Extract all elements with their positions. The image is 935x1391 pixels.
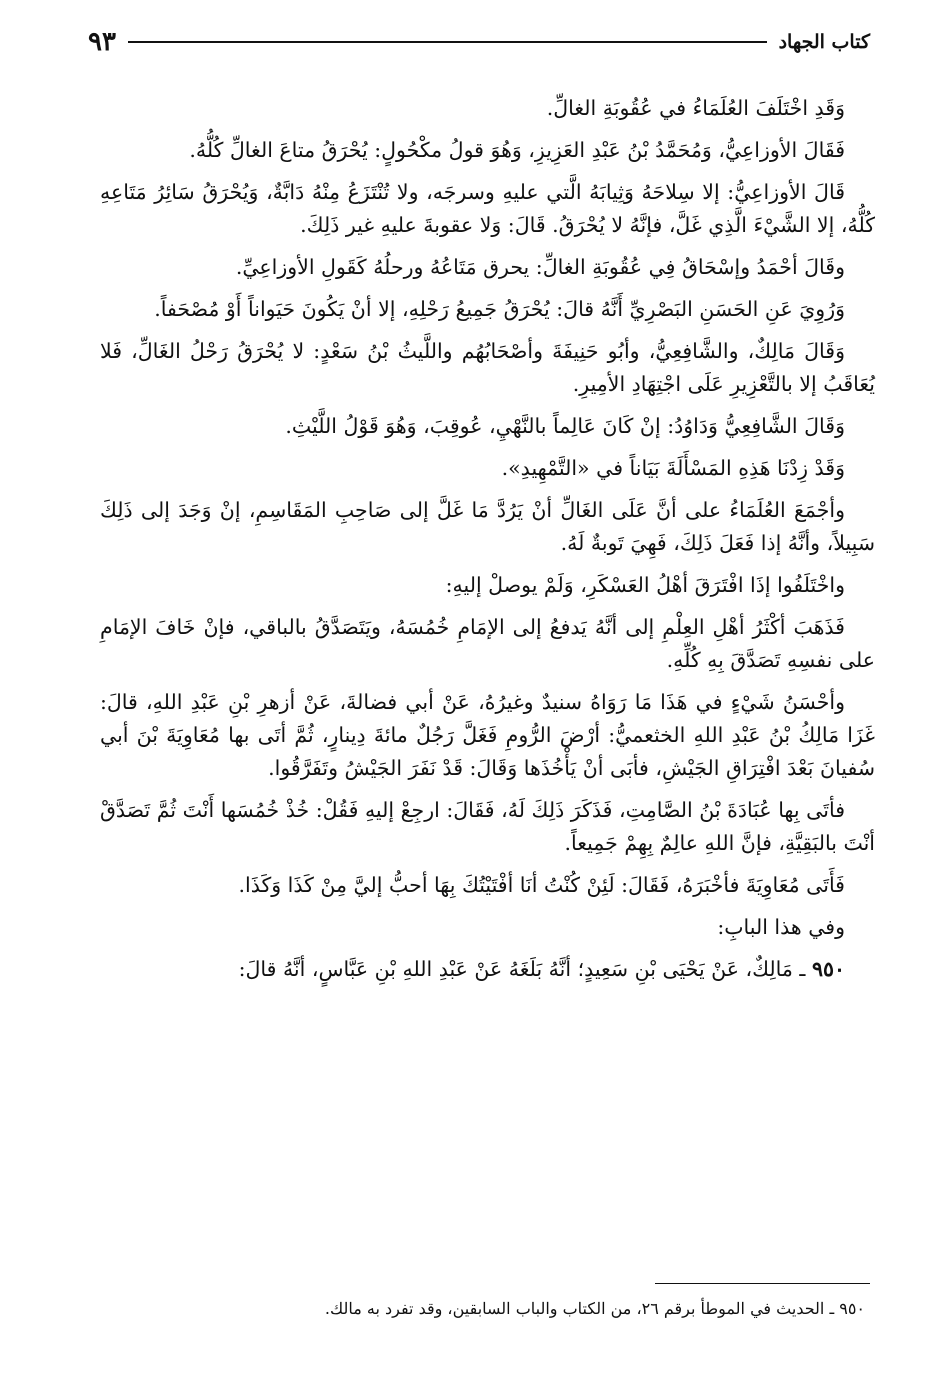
- header-rule: [128, 41, 767, 43]
- paragraph: وأجْمَعَ العُلَمَاءُ على أنَّ عَلَى الغَالِّ أنْ يَرُدَّ مَا غَلَّ إلى صَاحِبِ المَقَاسِمِ، إنْ وَجَدَ إلى ذَلِكَ سَبِيلاً، وأنَّهُ إذا فَعَلَ ذَلِكَ، فَهِيَ تَوبةٌ لَهُ.: [100, 498, 875, 555]
- hadith-paragraph: [100, 953, 875, 986]
- page-header: [88, 22, 870, 62]
- paragraph: فأتَى بِها عُبَادَةَ بْنُ الصَّامِتِ، فَذَكَرَ ذَلِكَ لَهُ، فَقَالَ: ارجِعْ إليهِ فَقُلْ: خُذْ خُمُسَها أَنْتَ ثُمَّ تَصَدَّقْ أنْتَ بالبَقِيَّةِ، فإنَّ اللهِ عالِمٌ بِهِمْ جَمِيعاً.: [100, 798, 875, 855]
- paragraph: وقَالَ أحْمَدُ وإسْحَاقُ فِي عُقُوبَةِ الغالِّ: يحرق مَتَاعُهُ ورحلُهُ كَقَولِ الأوزاعِيِّ.: [235, 255, 845, 279]
- page-number: ٩٣: [88, 27, 116, 57]
- paragraph: وَقَدْ زِدْنَا هَذِهِ المَسْأَلَةَ بَيَاناً في «التَّمْهِيدِ».: [501, 456, 845, 480]
- hadith-number: ٩٥٠: [811, 957, 845, 981]
- hadith-text: ـ مَالِكٌ، عَنْ يَحْيَى بْنِ سَعِيدٍ؛ أنَّهُ بَلَغَهُ عَنْ عَبْدِ اللهِ بْنِ عَبَّاسٍ، أنَّهُ قالَ:: [238, 957, 806, 981]
- paragraph: وَرُوِيَ عَنِ الحَسَنِ البَصْرِيِّ أَنَّهُ قالَ: يُحْرَقُ جَمِيعُ رَحْلِهِ، إلا أنْ يَكُونَ حَيَواناً أَوْ مُصْحَفاً.: [154, 297, 845, 321]
- main-text: [100, 92, 875, 995]
- paragraph: وأحْسَنُ شَيْءٍ في هَذَا مَا رَوَاهُ سنيدٌ وغيرُهُ، عَنْ أبي فضالةَ، عَنْ أزهرِ بْنِ عَبْدِ اللهِ، قالَ: غَزَا مَالِكُ بْنُ عَبْدِ اللهِ الخثعميُّ: أرْضَ الرُّومِ فَغَلَّ رَجُلٌ مائةَ دِينارٍ، ثُمَّ أتَى بها مُعَاوِيَةَ بْنَ أبي سُفيانَ بَعْدَ افْتِرَاقِ الجَيْشِ، فأبَى أنْ يَأْخُذَها وَقَالَ: قَدْ نَفَرَ الجَيْشُ وتَفَرَّقُوا.: [100, 690, 875, 780]
- paragraph: فَقَالَ الأوزاعِيُّ، وَمُحَمَّدُ بْنُ عَبْدِ العَزِيزِ، وَهُوَ قولُ مكْحُولٍ: يُحْرَقُ متاعَ الغالِّ كُلُّهُ.: [189, 138, 845, 162]
- paragraph: وَقَدِ اخْتَلَفَ العُلَمَاءُ في عُقُوبَةِ الغالِّ.: [546, 96, 845, 120]
- paragraph: قَالَ الأوزاعِيُّ: إلا سِلاحَهُ وَثِيابَهُ الَّتي عليهِ وسرجَه، ولا تُنْتَزَعُ مِنْهُ دَابَّةٌ، وَيُحْرَقُ سَائِرُ مَتَاعِهِ كُلُّهُ، إلا الشَّيْءَ الَّذِي غَلَّ، فإنَّهُ لا يُحْرَقُ. قَالَ: وَلا عقوبةَ عليهِ غير ذَلِكَ.: [100, 180, 875, 237]
- paragraph: وفي هذا البابِ:: [717, 915, 845, 939]
- paragraph: فَذَهَبَ أكْثَرُ أهْلِ العِلْمِ إلى أنَّهُ يَدفعُ إلى الإمَامِ خُمُسَهُ، ويَتَصَدَّقُ بالباقي، فإنْ خَافَ الإمَامِ على نفسِهِ تَصَدَّقَ بِهِ كُلِّهِ.: [100, 615, 875, 672]
- chapter-title: كتاب الجهاد: [778, 31, 870, 53]
- paragraph: واخْتَلَفُوا إذَا افْتَرَقَ أهْلُ العَسْكَرِ، وَلَمْ يوصلْ إليهِ:: [445, 573, 845, 597]
- paragraph: فَأَتَى مُعَاوِيَةَ فأخْبَرَهُ، فَقَالَ: لَئِنْ كُنْتُ أنَا أفْتَيْتُكَ بِهَا أحبُّ إليَّ مِنْ كَذَا وَكَذَا.: [238, 873, 845, 897]
- footnote-rule: [655, 1283, 870, 1284]
- paragraph: وَقَالَ الشَّافِعِيُّ وَدَاوُدُ: إنْ كَانَ عَالِماً بالنَّهْيِ، عُوقِبَ، وَهُوَ قَوْلُ اللَّيْثِ.: [285, 414, 845, 438]
- paragraph: وَقَالَ مَالِكٌ، والشَّافِعِيُّ، وأبُو حَنِيفَةَ وأصْحَابُهُم واللَّيثُ بْنُ سَعْدٍ: لا يُحْرَقُ رَحْلُ الغَالِّ، فَلا يُعَاقَبُ إلا بالتَّعْزِيرِ عَلَى اجْتِهَادِ الأمِيرِ.: [100, 339, 875, 396]
- footnote: ٩٥٠ ـ الحديث في الموطأ برقم ٢٦، من الكتاب والباب السابقين، وقد تفرد به مالك.: [324, 1299, 865, 1318]
